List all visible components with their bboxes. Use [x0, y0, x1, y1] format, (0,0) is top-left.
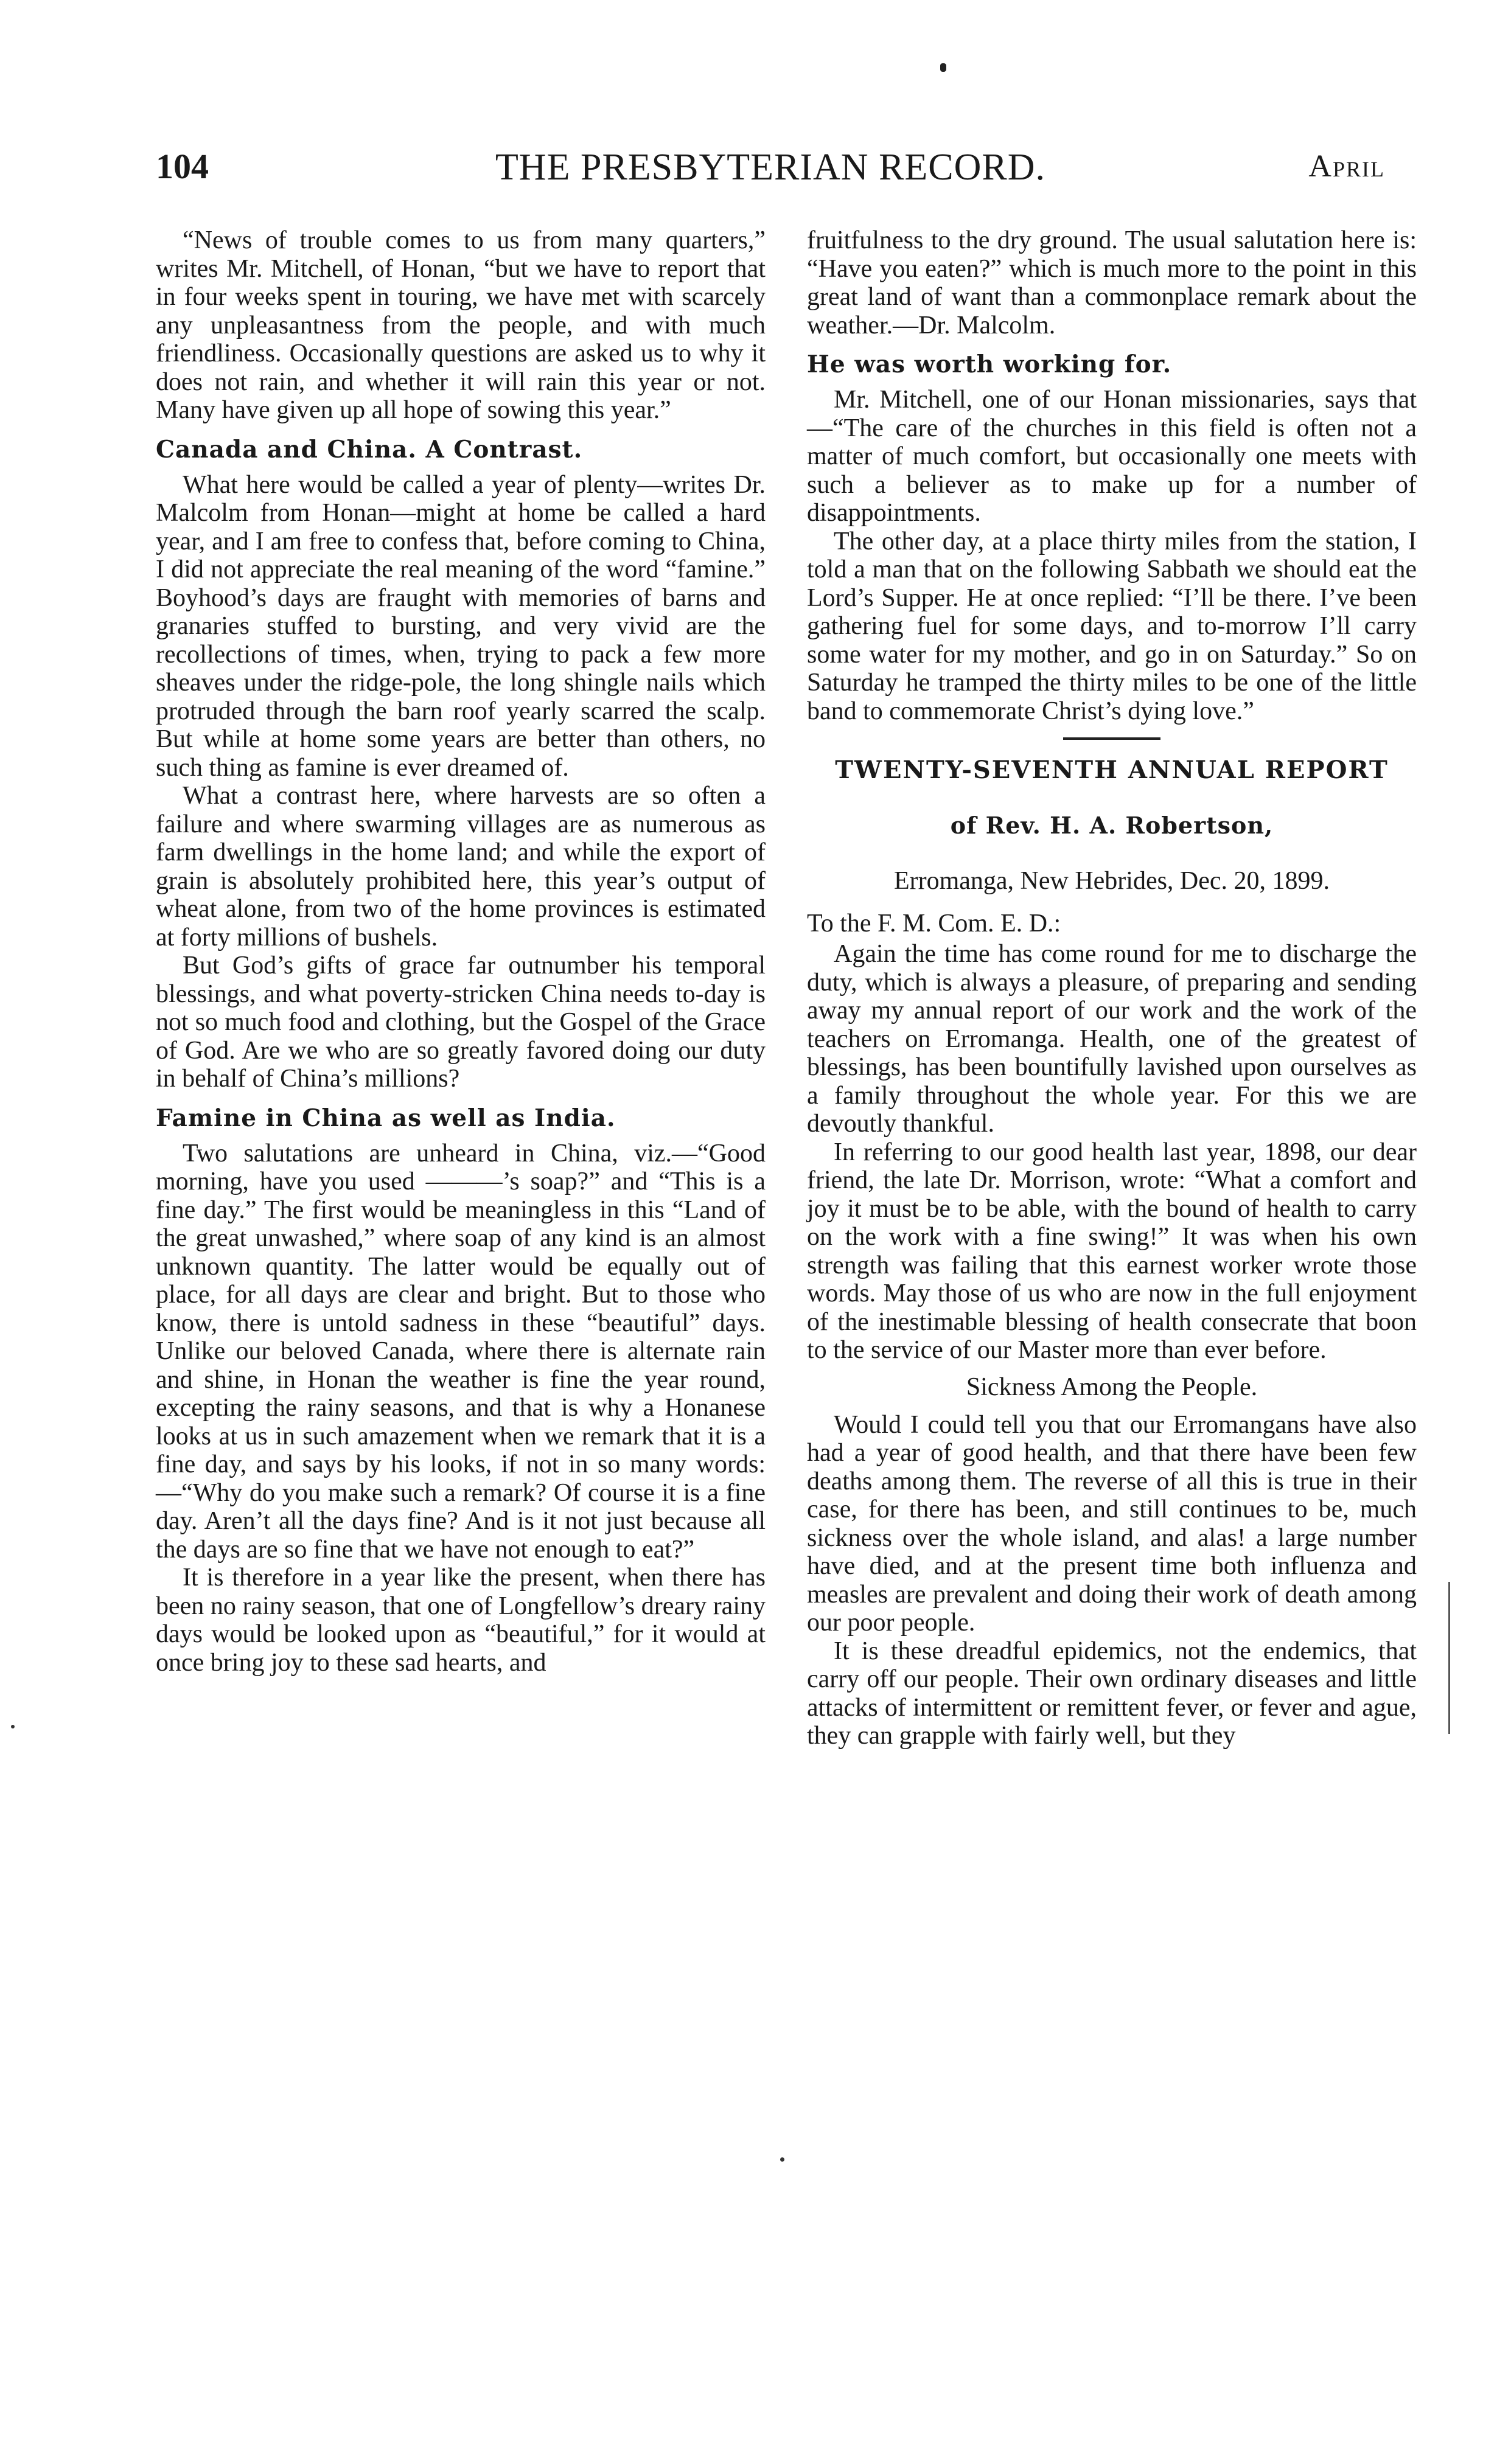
report-dateline: Erromanga, New Hebrides, Dec. 20, 1899.: [893, 867, 1330, 895]
paragraph: But God’s gifts of grace far outnumber his temporal blessings, and what poverty-stricken China needs to-day is not so much food and clothing, but the Gospel of the Grace of God. Are we who are so greatly favored doing our duty in behalf of China’s millions?: [156, 952, 766, 1093]
print-speck: [780, 2157, 784, 2162]
publication-title: THE PRESBYTERIAN RECORD.: [495, 147, 1046, 188]
report-title: TWENTY-SEVENTH ANNUAL REPORT: [835, 756, 1389, 784]
paragraph: The other day, at a place thirty miles from the station, I told a man that on the following Sabbath we should eat the Lord’s Supper. He at once replied: “I’ll be there. I’ve been gathering fuel for some days, and to-morrow I’ll carry some water for my mother, and go in on Saturday.” So on Saturday he tramped the thirty miles to be one of the little band to commemorate Christ’s dying love.”: [807, 527, 1417, 725]
paragraph: Would I could tell you that our Erromangans have also had a year of good health, and that there have been few deaths among them. The reverse of all this is true in their case, for there has been, and still continues to be, much sickness over the whole island, and alas! a large number have died, and at the present time both influenza and measles are prevalent and doing their work of death among our poor people.: [807, 1410, 1417, 1637]
section-heading: He was worth working for.: [807, 350, 1172, 378]
right-column: [807, 226, 1417, 1750]
salutation: To the F. M. Com. E. D.:: [807, 910, 1061, 938]
paragraph: It is these dreadful epidemics, not the endemics, that carry off our people. Their own ordinary diseases and little attacks of intermittent or remittent fever, or fever and ague, they can grapple with fairly well, but they: [807, 1637, 1417, 1750]
paragraph: What a contrast here, where harvests are so often a failure and where swarming villages are as numerous as farm dwellings in the home land; and while the export of grain is absolutely prohibited here, this year’s output of wheat alone, from two of the home provinces is estimated at forty millions of bushels.: [156, 782, 766, 952]
paragraph: What here would be called a year of plenty—writes Dr. Malcolm from Honan—might at home be called a hard year, and I am free to confess that, before coming to China, I did not appreciate the real meaning of the word “famine.” Boyhood’s days are fraught with memories of barns and granaries stuffed to bursting, and very vivid are the recollections of times, when, trying to pack a few more sheaves under the ridge-pole, the long shingle nails which protruded through the barn roof yearly scarred the scalp. But while at home some years are better than others, no such thing as famine is ever dreamed of.: [156, 470, 766, 782]
paragraph: “News of trouble comes to us from many quarters,” writes Mr. Mitchell, of Honan, “but we have to report that in four weeks spent in touring, we have met with scarcely any unpleasantness from the people, and with much friendliness. Occasionally questions are asked us to why it does not rain, and whether it will rain this year or not. Many have given up all hope of sowing this year.”: [156, 226, 766, 424]
margin-mark: [1448, 1582, 1450, 1734]
paragraph: fruitfulness to the dry ground. The usual salutation here is: “Have you eaten?” which is much more to the point in this great land of want than a commonplace remark about the weather.—Dr. Malcolm.: [807, 226, 1417, 339]
paragraph: Again the time has come round for me to discharge the duty, which is always a pleasure, of preparing and sending away my annual report of our work and the work of the teachers on Erromanga. Health, one of the greatest of blessings, has been bountifully lavished upon ourselves as a family throughout the whole year. For this we are devoutly thankful.: [807, 940, 1417, 1138]
paragraph: It is therefore in a year like the present, when there has been no rainy season, that one of Longfellow’s dreary rainy days would be looked upon as “beautiful,” for it would at once bring joy to these sad hearts, and: [156, 1564, 766, 1677]
paragraph: Two salutations are unheard in China, viz.—“Good morning, have you used ———’s soap?” and “This is a fine day.” The first would be meaningless in this “Land of the great unwashed,” where soap of any kind is an almost unknown quantity. The latter would be equally out of place, for all days are clear and bright. But to those who know, there is untold sadness in these “beautiful” days. Unlike our beloved Canada, where there is alternate rain and shine, in Honan the weather is fine the year round, excepting the rainy seasons, and that is why a Honanese looks at us in such amazement when we remark that it is a fine day, and says by his looks, if not in so many words:—“Why do you make such a remark? Of course it is a fine day. Aren’t all the days fine? And is it not just because all the days are so fine that we have not enough to eat?”: [156, 1139, 766, 1564]
paragraph: Mr. Mitchell, one of our Honan missionaries, says that—“The care of the churches in this field is often not a matter of much comfort, but occasionally one meets with such a believer as to make up for a number of disappointments.: [807, 386, 1417, 527]
section-heading: Famine in China as well as India.: [156, 1104, 616, 1132]
page-number: 104: [156, 147, 209, 186]
paragraph: In referring to our good health last year, 1898, our dear friend, the late Dr. Morrison, wrote: “What a comfort and joy it must be to be able, with the bound of health to carry on the work with a fine swing!” It was when his own strength was failing that this earnest worker wrote those words. May those of us who are now in the full enjoyment of the inestimable blessing of health consecrate that boon to the service of our Master more than ever before.: [807, 1138, 1417, 1364]
subheading: Sickness Among the People.: [966, 1373, 1258, 1401]
section-divider: [1063, 737, 1160, 740]
print-speck: [11, 1725, 15, 1728]
running-header: [156, 146, 1385, 195]
report-byline: of Rev. H. A. Robertson,: [950, 812, 1274, 839]
print-speck: [940, 63, 946, 72]
issue-month: April: [1308, 149, 1385, 184]
section-heading: Canada and China. A Contrast.: [156, 435, 583, 464]
left-column: [156, 226, 766, 1677]
